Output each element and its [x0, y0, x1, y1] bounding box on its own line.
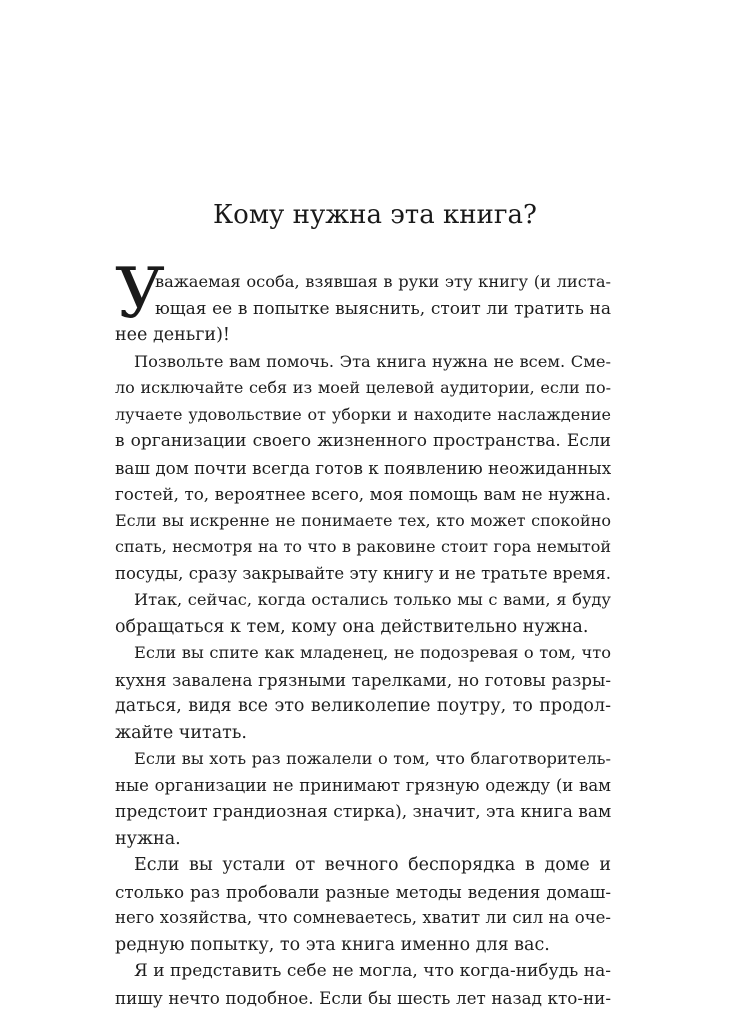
- text-line: лучаете удовольствие от уборки и находите наслаждение: [115, 402, 611, 429]
- text-line: Итак, сейчас, когда остались только мы с вами, я буду: [115, 587, 611, 614]
- chapter-body-text: [115, 269, 611, 1011]
- text-line: столько раз пробовали разные методы ведения домаш-: [115, 879, 611, 906]
- text-line: нужна.: [115, 826, 611, 853]
- text-line: Позвольте вам помочь. Эта книга нужна не всем. Сме-: [115, 349, 611, 376]
- text-line: обращаться к тем, кому она действительно нужна.: [115, 614, 611, 641]
- text-line: нее деньги)!: [115, 322, 611, 349]
- text-line: Если вы хоть раз пожалели о том, что благотворитель-: [115, 746, 611, 773]
- text-line: Если вы спите как младенец, не подозревая о том, что: [115, 640, 611, 667]
- text-line: кухня завалена грязными тарелками, но готовы разры-: [115, 667, 611, 694]
- text-line: него хозяйства, что сомневаетесь, хватит ли сил на оче-: [115, 905, 611, 932]
- text-line: даться, видя все это великолепие поутру, то продол-: [115, 693, 611, 720]
- text-line: Если вы искренне не понимаете тех, кто может спокойно: [115, 508, 611, 535]
- text-line: предстоит грандиозная стирка), значит, эта книга вам: [115, 799, 611, 826]
- text-line: в организации своего жизненного пространства. Если: [115, 428, 611, 455]
- text-line: гостей, то, вероятнее всего, моя помощь вам не нужна.: [115, 481, 611, 508]
- text-line: Я и представить себе не могла, что когда-нибудь на-: [115, 958, 611, 985]
- text-line: важаемая особа, взявшая в руки эту книгу (и листа-: [115, 269, 611, 296]
- chapter-title: Кому нужна эта книга?: [0, 199, 750, 231]
- text-line: ющая ее в попытке выяснить, стоит ли тратить на: [115, 296, 611, 323]
- text-line: ваш дом почти всегда готов к появлению неожиданных: [115, 455, 611, 482]
- text-line: спать, несмотря на то что в раковине стоит гора немытой: [115, 534, 611, 561]
- text-line: жайте читать.: [115, 720, 611, 747]
- text-line: Если вы устали от вечного беспорядка в доме и: [115, 852, 611, 879]
- drop-cap-letter: У: [115, 262, 165, 326]
- text-line: ные организации не принимают грязную одежду (и вам: [115, 773, 611, 800]
- text-line: ло исключайте себя из моей целевой аудитории, если по-: [115, 375, 611, 402]
- text-line: пишу нечто подобное. Если бы шесть лет назад кто-ни-: [115, 985, 611, 1011]
- text-line: редную попытку, то эта книга именно для вас.: [115, 932, 611, 959]
- text-line: посуды, сразу закрывайте эту книгу и не тратьте время.: [115, 561, 611, 588]
